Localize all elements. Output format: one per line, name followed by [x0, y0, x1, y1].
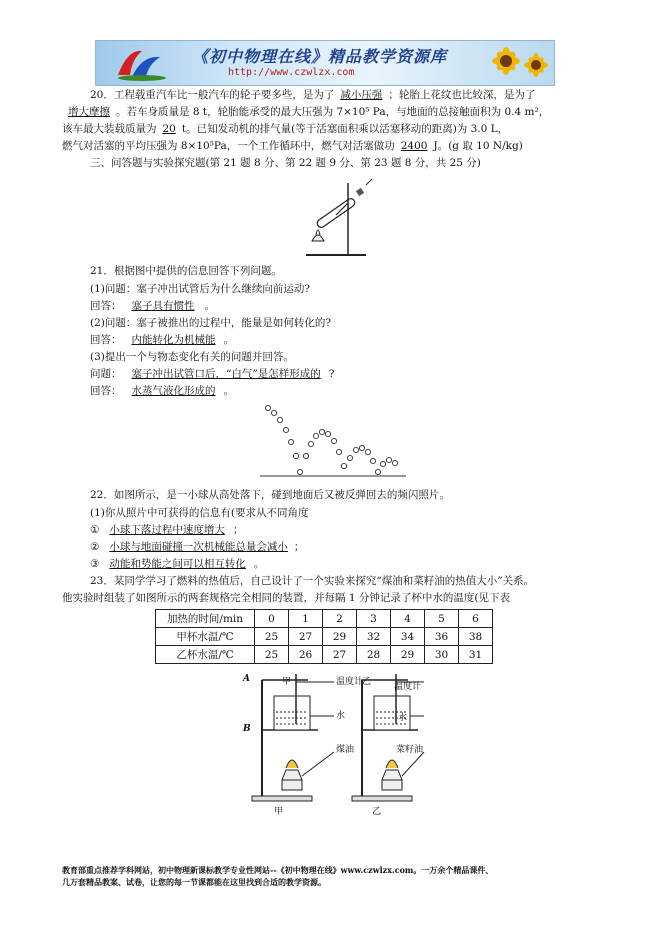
temperature-table: [155, 609, 493, 664]
footer-line1: 教育部重点推荐学科网站，初中物理新课标教学专业性网站--《初中物理在线》www.czwlzx.com。一万余个精品课件、: [62, 865, 494, 875]
table-row: 甲杯水温/℃ 25 27 29 32 34 36 38: [156, 628, 493, 646]
test-tube-figure: [296, 175, 376, 260]
label-B: B: [243, 724, 251, 734]
q21-question3-row: 问题： 塞子冲出试管口后，“白气”是怎样形成的 ?: [90, 368, 335, 380]
label-thermometer-2: 温度计: [394, 682, 422, 692]
sunflower-icon: [488, 43, 552, 83]
q22-answer1: 小球下落过程中速度增大: [109, 524, 225, 536]
q21-stem: 21．根据图中提供的信息回答下列问题。: [90, 265, 282, 277]
q21-answer1-row: 回答： 塞子具有惯性 。: [90, 300, 215, 312]
q20-answer2: 增大摩擦: [68, 106, 110, 118]
q20-answer1: 减小压强: [340, 89, 383, 101]
q23-line1: 23．某同学学习了燃料的热值后，自己设计了一个实验来探究“煤油和菜籽油的热值大小”关系。: [90, 575, 535, 587]
label-water-2: 水: [398, 713, 408, 723]
q22-answer2: 小球与地面碰撞一次机械能总量会减小: [109, 541, 288, 553]
table-row: 乙杯水温/℃ 25 26 27 28 29 30 31: [156, 646, 493, 664]
q20-line4: 燃气对活塞的平均压强为 8×10⁵Pa，一个工作循环中，燃气对活塞做功 2400 J。(g 取 10 N/kg): [62, 140, 523, 152]
logo-icon: [112, 45, 168, 81]
q21-answer1: 塞子具有惯性: [131, 300, 195, 312]
q21-question3-text: 塞子冲出试管口后，“白气”是怎样形成的: [131, 368, 321, 380]
q22-item1: ① 小球下落过程中速度增大 ；: [90, 524, 244, 536]
label-kerosene: 煤油: [336, 745, 355, 755]
q21-question2: (2)问题：塞子被推出的过程中，能量是如何转化的?: [90, 317, 332, 329]
header-banner: [95, 40, 555, 86]
q21-answer3: 水蒸气液化形成的: [131, 385, 216, 397]
q22-sub: (1)你从照片中可获得的信息有(要求从不同角度: [90, 507, 309, 519]
bouncing-ball-figure: [258, 400, 408, 485]
q23-line2: 他实验时组装了如图所示的两套规格完全相同的装置，并每隔 1 分钟记录了杯中水的温度(见下表: [62, 592, 510, 604]
q21-answer3-row: 回答： 水蒸气液化形成的 。: [90, 385, 234, 397]
banner-url[interactable]: http://www.czwlzx.com: [228, 67, 355, 78]
caption-jia: 甲: [274, 807, 284, 817]
q21-answer2-row: 回答： 内能转化为机械能 。: [90, 334, 234, 346]
q21-question1: (1)问题：塞子冲出试管后为什么继续向前运动?: [90, 283, 311, 295]
q20-line3: 该车最大装载质量为 20 t。已知发动机的排气量(等于活塞面积乘以活塞移动的距离)为 3.0 L，: [62, 123, 509, 135]
label-A: A: [243, 674, 250, 684]
q20-answer3: 20: [162, 123, 176, 135]
table-header: 加热的时间/min: [156, 610, 255, 628]
banner-title: 《初中物理在线》精品教学资源库: [192, 47, 448, 66]
label-water-1: 水: [336, 711, 346, 721]
section3-heading: 三、问答题与实验探究题(第 21 题 8 分、第 22 题 9 分、第 23 题 8 分，共 25 分): [90, 157, 481, 169]
footer: [62, 864, 602, 888]
footer-line2: 几万套精品教案、试卷，让您的每一节课都能在这里找到合适的教学资源。: [62, 877, 326, 887]
q22-item2: ② 小球与地面碰撞一次机械能总量会减小 ；: [90, 541, 305, 553]
q22-stem: 22．如图所示，是一小球从高处落下，碰到地面后又被反弹回去的频闪照片。: [90, 489, 450, 501]
q21-question3: (3)提出一个与物态变化有关的问题并回答。: [90, 351, 294, 363]
q20-line1: 20．工程载重汽车比一般汽车的轮子要多些，是为了 减小压强 ；轮胎上花纹也比较深，是为了: [90, 89, 536, 101]
label-rapeseed-oil: 菜籽油: [396, 745, 424, 755]
q20-answer4: 2400: [400, 140, 428, 152]
q21-answer2: 内能转化为机械能: [131, 334, 216, 346]
table-row: 加热的时间/min 0 1 2 3 4 5 6: [156, 610, 493, 628]
label-thermometer-1: 温度计: [336, 677, 364, 687]
label-yi-top: 乙: [362, 677, 372, 687]
q20-line2: 增大摩擦 。若车身质量是 8 t，轮胎能承受的最大压强为 7×10⁵ Pa，与地面的总接触面积为 0.4 m²，: [62, 106, 549, 119]
label-jia-top: 甲: [282, 677, 292, 687]
q22-item3: ③ 动能和势能之间可以相互转化 。: [90, 558, 265, 570]
q22-answer3: 动能和势能之间可以相互转化: [109, 558, 246, 570]
caption-yi: 乙: [372, 807, 382, 817]
